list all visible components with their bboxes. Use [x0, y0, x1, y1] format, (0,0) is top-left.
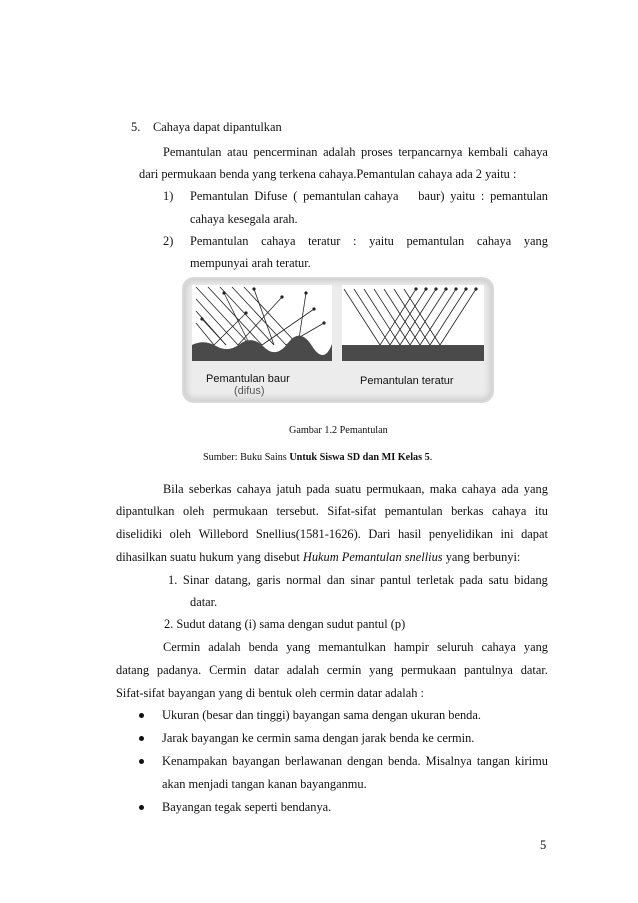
law-1-line-1: [168, 572, 548, 588]
word: Pemantulan: [190, 234, 249, 248]
word: permukaan: [401, 663, 457, 677]
word: proses: [361, 145, 393, 159]
word: pada: [306, 482, 330, 496]
word: seberkas: [188, 482, 232, 496]
word: cahaya: [261, 234, 296, 248]
word: jatuh: [276, 482, 302, 496]
law-intro-prefix: dihasilkan suatu hukum yang disebut: [116, 550, 303, 564]
word: Sifat-sifat: [327, 504, 377, 518]
source-suffix: .: [429, 452, 433, 463]
intro-line-1: [163, 144, 548, 160]
word: adalah: [208, 640, 241, 654]
word: bayangan: [232, 754, 280, 768]
law-2: 2. Sudut datang (i) sama dengan sudut pantul (p): [164, 617, 406, 631]
bullet-icon: [139, 713, 144, 718]
bullet-item-1: Ukuran (besar dan tinggi) bayangan sama dengan ukuran benda.: [162, 708, 481, 722]
word: pemantulan cahaya: [303, 189, 399, 203]
diffuse-sublabel: (difus): [234, 385, 265, 397]
law-1-line-2: datar.: [190, 595, 218, 609]
bullet-item-3-line-2: akan menjadi tangan kanan bayanganmu.: [162, 777, 367, 791]
diffuse-label: Pemantulan baur: [206, 373, 290, 385]
word: yaitu: [450, 189, 476, 203]
word: benda.: [387, 754, 421, 768]
word: atau: [227, 145, 248, 159]
word: padanya.: [156, 663, 202, 677]
word: (: [293, 189, 298, 203]
word: hasil: [397, 527, 422, 541]
word: cahaya: [481, 640, 516, 654]
regular-label: Pemantulan teratur: [360, 375, 454, 387]
word: benda: [248, 640, 279, 654]
word: Sinar: [182, 573, 210, 587]
type-1-number: 1): [163, 189, 174, 203]
type-2-line-1: [190, 233, 548, 249]
word: Cermin: [163, 640, 201, 654]
word: cermin: [326, 663, 362, 677]
word: pencerminan: [253, 145, 318, 159]
word: yang: [523, 640, 548, 654]
word: permukaan: [212, 504, 268, 518]
word: sinar: [350, 573, 375, 587]
word: pada: [459, 573, 483, 587]
word: normal: [286, 573, 322, 587]
word: kembali: [467, 145, 508, 159]
word: cahaya: [236, 482, 272, 496]
word: Kenampakan: [162, 754, 228, 768]
type-2-line-2: mempunyai arah teratur.: [190, 256, 311, 270]
word: memantulkan: [318, 640, 386, 654]
word: maka: [429, 482, 457, 496]
word: Snellius(1581-1626).: [255, 527, 361, 541]
word: terpancarnya: [398, 145, 463, 159]
reflection-figure: [184, 279, 492, 401]
word: oleh: [183, 504, 205, 518]
smooth-surface: [342, 345, 484, 361]
law-name: Hukum Pemantulan snellius: [302, 550, 443, 564]
word: adalah: [286, 663, 320, 677]
word: seluruh: [436, 640, 474, 654]
bullet-icon: [139, 759, 144, 764]
word: diselidiki: [116, 527, 163, 541]
bullet-icon: [139, 736, 144, 741]
word: kirimu: [514, 754, 548, 768]
word: ada: [501, 482, 519, 496]
word: tersebut.: [276, 504, 319, 518]
word: datar: [254, 663, 279, 677]
word: :: [353, 234, 357, 248]
word: permukaan,: [366, 482, 425, 496]
word: adalah: [323, 145, 356, 159]
word: cahaya: [491, 504, 527, 518]
word: cahaya: [476, 234, 512, 248]
mirror-line-2: [116, 662, 548, 678]
intro-line-2: dari permukaan benda yang terkena cahaya.Pemantulan cahaya ada 2 yaitu :: [139, 167, 517, 181]
word: hampir: [393, 640, 429, 654]
bullet-item-4: Bayangan tegak seperti bendanya.: [162, 800, 332, 814]
figure-source: [203, 450, 432, 466]
source-prefix: Sumber: Buku Sains: [203, 452, 290, 463]
word: garis: [256, 573, 281, 587]
type-2-number: 2): [163, 234, 174, 248]
word: datang: [116, 663, 150, 677]
word: cahaya: [513, 145, 548, 159]
word: yaitu: [369, 234, 394, 248]
source-title: Untuk Siswa SD dan MI Kelas 5: [289, 452, 430, 463]
word: Difuse: [254, 189, 288, 203]
word: yang: [286, 640, 311, 654]
word: tangan: [476, 754, 510, 768]
word: yang: [369, 663, 394, 677]
word: dapat: [521, 527, 548, 541]
figure-caption: Gambar 1.2 Pemantulan: [289, 425, 388, 436]
word: Pemantulan: [190, 189, 249, 203]
word: datar.: [520, 663, 548, 677]
word: dipantulkan: [116, 504, 175, 518]
word: baur): [418, 189, 445, 203]
word: datang,: [214, 573, 251, 587]
word: Willebord: [198, 527, 249, 541]
word: dengan: [347, 754, 383, 768]
word: Cermin: [209, 663, 247, 677]
word: suatu: [334, 482, 362, 496]
para1-line-4: [116, 549, 520, 565]
word: oleh: [169, 527, 192, 541]
word: terletak: [416, 573, 454, 587]
law-intro-suffix: yang berbunyi:: [442, 550, 521, 564]
word: berlawanan: [284, 754, 343, 768]
word: dan: [326, 573, 345, 587]
word: 1.: [168, 573, 178, 587]
page-number: 5: [540, 838, 547, 852]
word: :: [480, 189, 485, 203]
word: ini: [500, 527, 514, 541]
word: yang: [523, 234, 548, 248]
section-number: 5.: [131, 120, 141, 134]
word: Dari: [368, 527, 391, 541]
bullet-item-2: Jarak bayangan ke cermin sama dengan jarak benda ke cermin.: [162, 731, 475, 745]
type-1-line-1: [190, 188, 548, 204]
word: pantulnya: [464, 663, 513, 677]
word: satu: [488, 573, 509, 587]
bullet-item-3-line-1: [162, 753, 548, 769]
word: penyelidikan: [428, 527, 493, 541]
para1-line-1: [163, 481, 548, 497]
word: pemantulan: [490, 189, 548, 203]
word: Misalnya: [425, 754, 472, 768]
word: Bila: [163, 482, 184, 496]
word: bidang: [514, 573, 548, 587]
word: Pemantulan: [163, 145, 222, 159]
word: pantul: [380, 573, 412, 587]
type-1-line-2: cahaya kesegala arah.: [190, 212, 298, 226]
word: teratur: [308, 234, 341, 248]
mirror-line-1: [163, 639, 548, 655]
word: cahaya: [461, 482, 497, 496]
para1-line-3: [116, 526, 548, 542]
section-title: Cahaya dapat dipantulkan: [153, 120, 282, 134]
word: berkas: [451, 504, 484, 518]
word: yang: [523, 482, 548, 496]
word: itu: [534, 504, 548, 518]
word: pemantulan: [384, 504, 443, 518]
bullet-icon: [139, 805, 144, 810]
mirror-line-3: Sifat-sifat bayangan yang di bentuk oleh cermin datar adalah :: [116, 686, 424, 700]
word: pemantulan: [406, 234, 465, 248]
para1-line-2: [116, 503, 548, 519]
